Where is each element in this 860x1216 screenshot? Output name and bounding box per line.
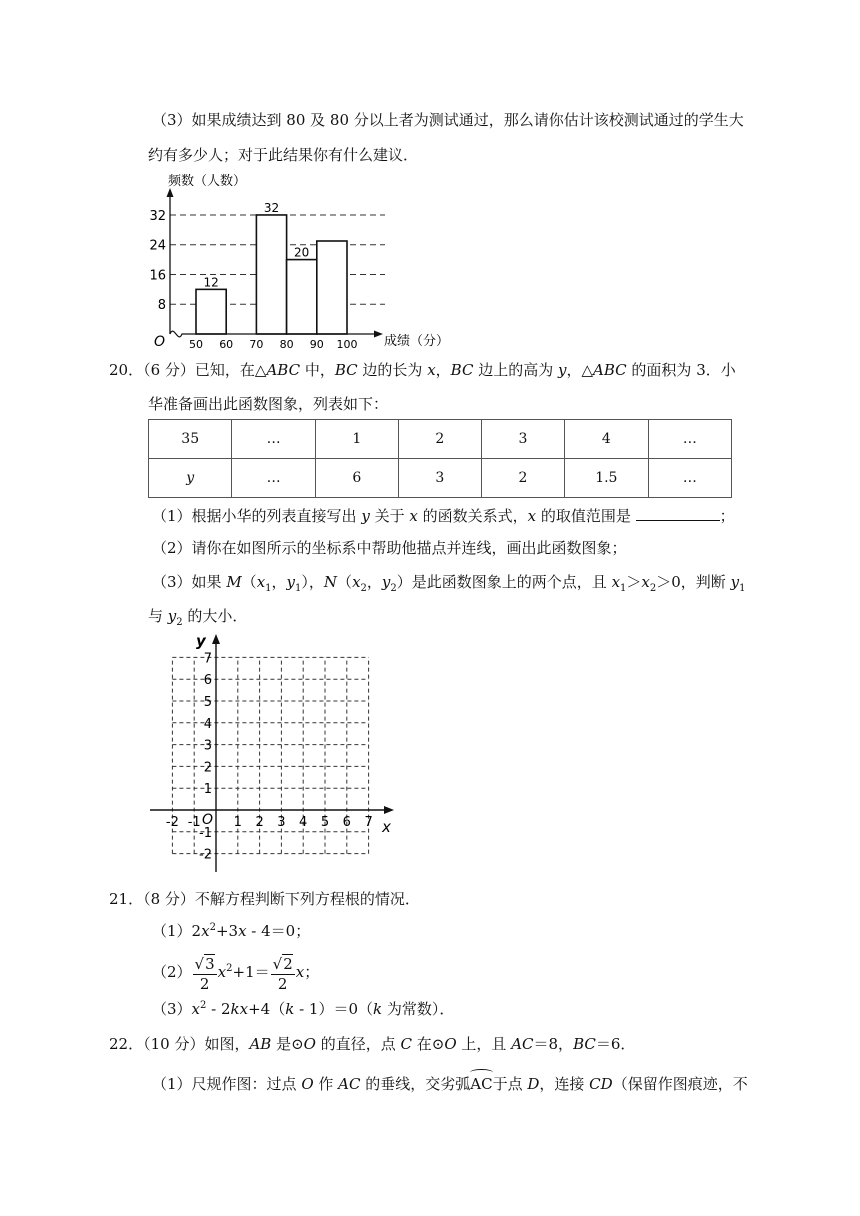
q20-sub: 1 — [620, 583, 627, 594]
q21-stem — [109, 888, 420, 910]
grid-x-label: x — [382, 818, 391, 836]
answer-blank[interactable] — [636, 506, 720, 521]
q20-var: BC — [450, 361, 474, 379]
histogram-bar — [196, 289, 226, 334]
q22-var: O — [303, 1035, 316, 1053]
histogram-y-arrow — [167, 188, 174, 197]
grid-y-tick: 5 — [203, 695, 212, 710]
q20-text: 的面积为 3．小 — [626, 361, 736, 379]
q21-var: k — [373, 1000, 383, 1018]
q21-sup: 2 — [209, 922, 216, 933]
histogram-x-arrow — [374, 331, 383, 338]
q22-text: ＝6． — [595, 1035, 636, 1053]
q20-var: ABC — [593, 361, 627, 379]
q21-text: +1＝ — [232, 963, 270, 981]
q22-text: （1）尺规作图：过点 — [152, 1075, 302, 1093]
q20-text: 的函数关系式， — [417, 507, 528, 525]
q20-stem-line2: 华准备画出此函数图象，列表如下： — [148, 395, 389, 413]
q21-text: （2） — [152, 963, 192, 981]
histogram-origin: O — [154, 334, 166, 350]
table-cell: … — [232, 420, 315, 459]
q20-var: N — [323, 573, 338, 591]
q20-sub: 1 — [265, 583, 272, 594]
table-cell: 1.5 — [565, 459, 649, 498]
q20-var: y — [167, 607, 177, 625]
grid-x-tick: 1 — [233, 815, 242, 830]
q20-text: ）， — [301, 573, 324, 591]
q22-var: AC — [338, 1075, 361, 1093]
fraction-denominator: 2 — [199, 974, 210, 993]
q21-var: x — [191, 1000, 201, 1018]
value-table — [148, 419, 732, 498]
histogram-bar — [256, 215, 286, 334]
fraction-numerator: √3 — [194, 954, 215, 973]
q22-part1 — [152, 1073, 748, 1095]
q21-part3 — [152, 998, 454, 1020]
q20-var: x — [427, 361, 436, 379]
grid-x-tick: -2 — [165, 815, 179, 830]
histogram-x-tick: 90 — [309, 338, 324, 351]
q22-text: ，连接 — [539, 1075, 590, 1093]
table-cell: 3 — [481, 420, 564, 459]
q21-text: （1）2 — [152, 922, 202, 940]
q22-var: O — [444, 1035, 457, 1053]
table-row — [149, 459, 732, 498]
q22-var: D — [527, 1075, 540, 1093]
q20-var: x — [611, 573, 621, 591]
grid-y-tick: 6 — [203, 673, 212, 689]
q22-number: 22． — [109, 1035, 144, 1053]
q21-text: （3） — [152, 1000, 192, 1018]
q21-var: k — [285, 1000, 295, 1018]
q21-var: kx — [230, 1000, 249, 1018]
q21-text: - 4＝0； — [246, 922, 311, 940]
histogram-x-tick: 70 — [249, 338, 264, 351]
q20-var: y — [381, 573, 391, 591]
q19-part3-line2: 约有多少人；对于此结果你有什么建议． — [148, 146, 419, 164]
histogram-y-label: 频数（人数） — [168, 174, 247, 189]
q20-var: x — [409, 507, 418, 525]
q20-text: ＞ — [626, 573, 642, 591]
q20-text: ＞0，判断 — [656, 573, 731, 591]
histogram-x-tick: 80 — [279, 338, 294, 351]
table-cell: 1 — [315, 420, 398, 459]
q22-text: （保留作图痕迹，不 — [612, 1075, 748, 1093]
sqrt-radicand: 3 — [205, 954, 215, 973]
q21-sup: 2 — [200, 1000, 207, 1011]
grid-y-tick: 1 — [203, 782, 212, 798]
grid-x-tick: -1 — [187, 815, 201, 830]
q22-text: （10 分）如图， — [143, 1035, 250, 1053]
q22-text: 在⊙ — [412, 1035, 445, 1053]
grid-y-tick: 3 — [203, 738, 212, 754]
grid-x-tick: 3 — [277, 815, 286, 830]
grid-y-tick: 2 — [203, 760, 212, 776]
histogram-bar-label: 32 — [263, 200, 280, 215]
histogram-x-tick: 100 — [336, 338, 358, 351]
q20-sub: 1 — [739, 583, 746, 594]
q22-var: AC — [511, 1035, 534, 1053]
q20-text: 与 — [148, 607, 168, 625]
q20-text: （ — [337, 573, 353, 591]
fraction-numerator: √2 — [272, 954, 293, 973]
histogram-y-tick: 32 — [149, 208, 166, 224]
histogram-bar-label: 12 — [203, 275, 219, 290]
histogram-y-tick: 8 — [157, 298, 166, 314]
q20-sub: 2 — [649, 583, 657, 594]
grid-y-tick: -2 — [199, 847, 212, 863]
histogram-y-tick: 16 — [149, 268, 166, 284]
q20-text: （6 分）已知，在△ — [143, 361, 267, 379]
q22-var: O — [301, 1075, 314, 1093]
histogram-x-label: 成绩（分） — [384, 334, 450, 349]
table-cell: 6 — [315, 459, 398, 498]
histogram-bar — [317, 241, 347, 334]
q20-sub: 2 — [360, 583, 367, 594]
q20-var: y — [730, 573, 740, 591]
q20-text: ； — [719, 507, 735, 525]
table-cell: … — [648, 420, 731, 459]
q21-var: x — [217, 963, 227, 981]
grid-origin: O — [202, 812, 214, 828]
sqrt-radicand: 2 — [283, 954, 293, 973]
histogram-y-tick: 24 — [149, 238, 166, 254]
histogram-chart — [140, 166, 450, 356]
q22-stem — [109, 1033, 635, 1055]
fraction-sqrt3-over-2 — [193, 954, 217, 993]
grid-x-tick: 5 — [320, 815, 330, 830]
q20-text: 的取值范围是 — [536, 507, 636, 525]
q20-text: ，△ — [566, 361, 594, 379]
q20-text: 的大小． — [182, 607, 248, 625]
q21-text: （8 分）不解方程判断下列方程根的情况． — [143, 890, 420, 908]
q20-var: y — [361, 507, 370, 525]
q20-var: x — [641, 573, 650, 591]
q20-text: （ — [241, 573, 257, 591]
axis-break-icon — [170, 331, 186, 337]
grid-y-tick: -1 — [199, 825, 212, 841]
q22-text: 的直径，点 — [315, 1035, 401, 1053]
q20-part3-line1 — [152, 571, 745, 593]
q20-text: ， — [366, 573, 382, 591]
q21-part2 — [152, 948, 319, 996]
q20-var: x — [527, 507, 537, 525]
grid-x-tick: 4 — [299, 815, 308, 830]
q20-sub: 2 — [176, 617, 183, 628]
grid-x-tick: 6 — [342, 815, 351, 830]
histogram-bar — [287, 260, 317, 334]
table-cell: 3 — [398, 459, 481, 498]
q20-var: y — [286, 573, 296, 591]
q20-var: M — [226, 573, 242, 591]
q20-number: 20． — [109, 361, 144, 379]
q22-text: 的垂线，交劣弧 — [360, 1075, 471, 1093]
table-cell: 2 — [481, 459, 564, 498]
q21-sup: 2 — [226, 963, 233, 974]
q20-text: ， — [271, 573, 287, 591]
q20-stem-line1 — [109, 359, 736, 381]
table-cell: 4 — [565, 420, 649, 459]
q21-text: - 2 — [206, 1000, 231, 1018]
table-cell: … — [232, 459, 315, 498]
fraction-denominator: 2 — [277, 974, 288, 993]
q22-var: CD — [589, 1075, 613, 1093]
q20-text: 边的长为 — [357, 361, 428, 379]
q19-part3-line1: （3）如果成绩达到 80 及 80 分以上者为测试通过，那么请你估计该校测试通过的学生大 — [152, 111, 744, 129]
q20-text: 关于 — [369, 507, 410, 525]
q22-text: 于点 — [492, 1075, 528, 1093]
q21-var: x — [201, 922, 210, 940]
q21-part1 — [152, 920, 310, 942]
q21-text: 为常数）． — [382, 1000, 455, 1018]
q20-var: y — [558, 361, 567, 379]
q22-text: 作 — [313, 1075, 339, 1093]
q20-text: 边上的高为 — [473, 361, 558, 379]
q20-var: ABC — [266, 361, 301, 379]
histogram-x-tick: 60 — [219, 338, 234, 351]
q21-text: +3 — [215, 922, 239, 940]
q20-text: ）是此函数图象上的两个点，且 — [396, 573, 612, 591]
q20-text: 中， — [300, 361, 335, 379]
fraction-sqrt2-over-2 — [271, 954, 295, 993]
q22-var: BC — [573, 1035, 596, 1053]
table-cell: 35 — [149, 420, 232, 459]
q20-sub: 2 — [390, 583, 397, 594]
q20-sub: 1 — [295, 583, 302, 594]
q20-part3-line2 — [148, 605, 247, 627]
q21-var: x — [238, 922, 247, 940]
histogram-x-tick: 50 — [189, 338, 203, 351]
q20-part2: （2）请你在如图所示的坐标系中帮助他描点并连线，画出此函数图象； — [152, 539, 627, 557]
q20-text: ， — [435, 361, 451, 379]
q21-var: x — [295, 963, 305, 981]
q20-text: （1）根据小华的列表直接写出 — [152, 507, 362, 525]
histogram-bar-label: 20 — [294, 245, 310, 260]
grid-y-tick: 4 — [203, 716, 212, 732]
q22-text: ＝8， — [533, 1035, 574, 1053]
q22-var: C — [400, 1035, 412, 1053]
coordinate-grid — [146, 628, 396, 876]
q21-text: - 1）＝0（ — [294, 1000, 374, 1018]
q21-number: 21． — [109, 890, 144, 908]
grid-y-arrow — [212, 634, 220, 644]
arc-ac: AC — [470, 1075, 493, 1093]
table-row — [149, 420, 732, 459]
grid-x-arrow — [384, 806, 394, 814]
q21-text: ； — [304, 963, 320, 981]
grid-y-tick: 7 — [203, 651, 212, 667]
q20-part1 — [152, 505, 735, 527]
q22-var: AB — [249, 1035, 272, 1053]
grid-x-tick: 7 — [364, 815, 373, 830]
q20-var: x — [352, 573, 361, 591]
table-cell: y — [149, 459, 232, 498]
table-cell: 2 — [398, 420, 481, 459]
grid-x-tick: 2 — [255, 815, 264, 830]
q20-var: BC — [334, 361, 358, 379]
q21-text: +4（ — [248, 1000, 286, 1018]
q22-text: 上，且 — [456, 1035, 512, 1053]
q20-var: x — [256, 573, 266, 591]
q22-text: 是⊙ — [271, 1035, 304, 1053]
q20-text: （3）如果 — [152, 573, 227, 591]
table-cell: … — [648, 459, 731, 498]
grid-y-label: y — [196, 632, 206, 650]
